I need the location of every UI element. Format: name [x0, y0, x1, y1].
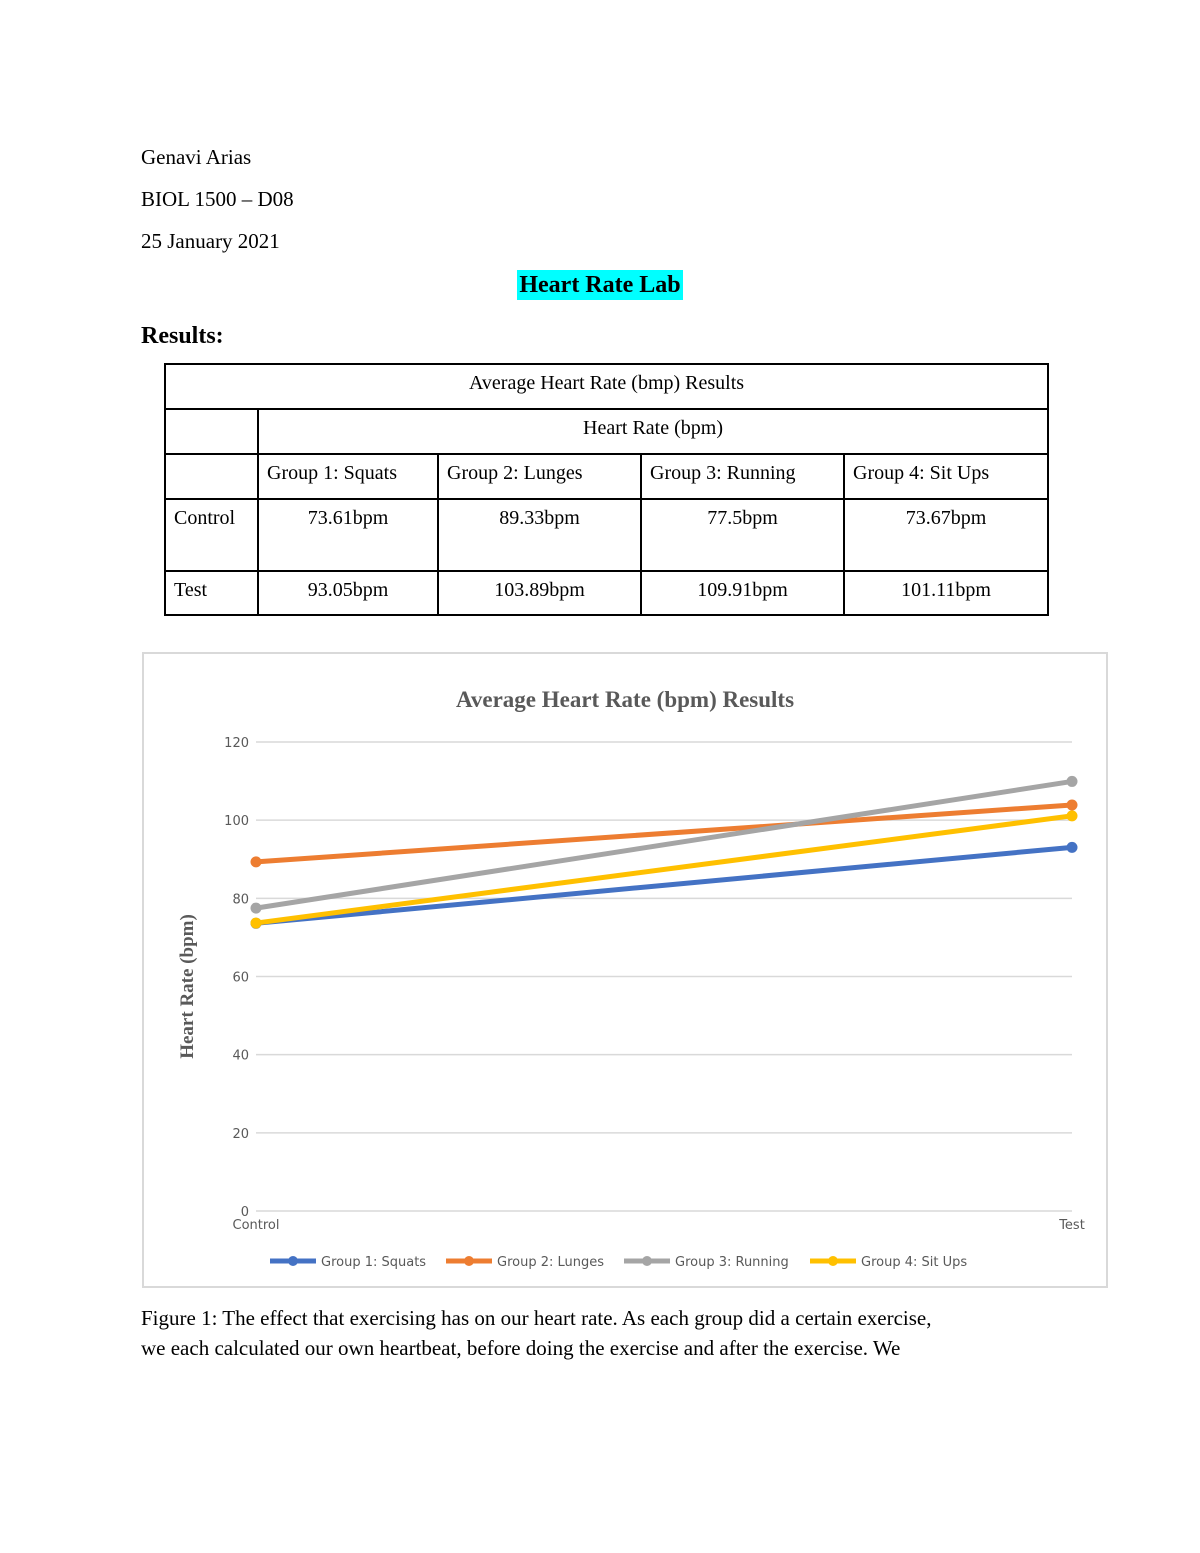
table-cell: 93.05bpm [258, 571, 438, 615]
legend-swatch-marker [642, 1256, 652, 1266]
legend-swatch-marker [288, 1256, 298, 1266]
y-tick-label: 20 [232, 1126, 249, 1142]
table-cell: 73.61bpm [258, 499, 438, 571]
y-axis-label: Heart Rate (bpm) [177, 914, 198, 1059]
row-label: Test [165, 571, 258, 615]
page-title: Heart Rate Lab [519, 272, 681, 298]
table-empty-cell [165, 454, 258, 499]
column-header: Group 2: Lunges [438, 454, 641, 499]
author-name: Genavi Arias [141, 145, 252, 169]
line-chart [142, 652, 1108, 1288]
document-date: 25 January 2021 [141, 229, 280, 253]
legend-label: Group 2: Lunges [497, 1255, 605, 1270]
table-cell: 73.67bpm [844, 499, 1048, 571]
course-code: BIOL 1500 – D08 [141, 187, 294, 211]
table-cell: 103.89bpm [438, 571, 641, 615]
data-point [1067, 776, 1078, 787]
y-tick-label: 0 [240, 1205, 249, 1220]
column-header: Group 4: Sit Ups [844, 454, 1048, 499]
table-cell: 101.11bpm [844, 571, 1048, 615]
series-line [256, 847, 1072, 923]
column-header: Group 3: Running [641, 454, 844, 499]
legend-label: Group 1: Squats [321, 1255, 427, 1270]
x-tick-label: Control [232, 1218, 280, 1233]
legend-label: Group 3: Running [675, 1255, 789, 1270]
series-line [256, 781, 1072, 908]
table-cell: 89.33bpm [438, 499, 641, 571]
results-heading: Results: [141, 323, 224, 349]
data-point [1067, 810, 1078, 821]
figure-caption-line-1: Figure 1: The effect that exercising has on our heart rate. As each group did a certain exercise, [141, 1306, 932, 1330]
row-label: Control [165, 499, 258, 571]
y-tick-label: 40 [232, 1048, 249, 1064]
title-container [0, 270, 1200, 300]
data-point [1067, 842, 1078, 853]
data-point [251, 903, 262, 914]
data-point [251, 856, 262, 867]
results-table [164, 363, 1049, 616]
x-tick-label: Test [1059, 1218, 1085, 1233]
legend-swatch-marker [464, 1256, 474, 1266]
y-tick-label: 120 [224, 736, 249, 751]
y-tick-label: 100 [224, 814, 249, 830]
table-subheader: Heart Rate (bpm) [258, 409, 1048, 454]
column-header: Group 1: Squats [258, 454, 438, 499]
legend-label: Group 4: Sit Ups [861, 1255, 968, 1270]
table-cell: 109.91bpm [641, 571, 844, 615]
table-empty-cell [165, 409, 258, 454]
chart-svg [144, 654, 1106, 1286]
data-point [1067, 799, 1078, 810]
table-row [165, 571, 1048, 615]
table-row [165, 499, 1048, 571]
table-caption: Average Heart Rate (bmp) Results [165, 364, 1048, 409]
table-cell: 77.5bpm [641, 499, 844, 571]
chart-title: Average Heart Rate (bpm) Results [455, 687, 795, 712]
y-tick-label: 80 [232, 892, 249, 908]
y-tick-label: 60 [232, 970, 249, 986]
figure-caption-line-2: we each calculated our own heartbeat, before doing the exercise and after the exercise. We [141, 1336, 901, 1360]
legend-swatch-marker [828, 1256, 838, 1266]
data-point [251, 918, 262, 929]
